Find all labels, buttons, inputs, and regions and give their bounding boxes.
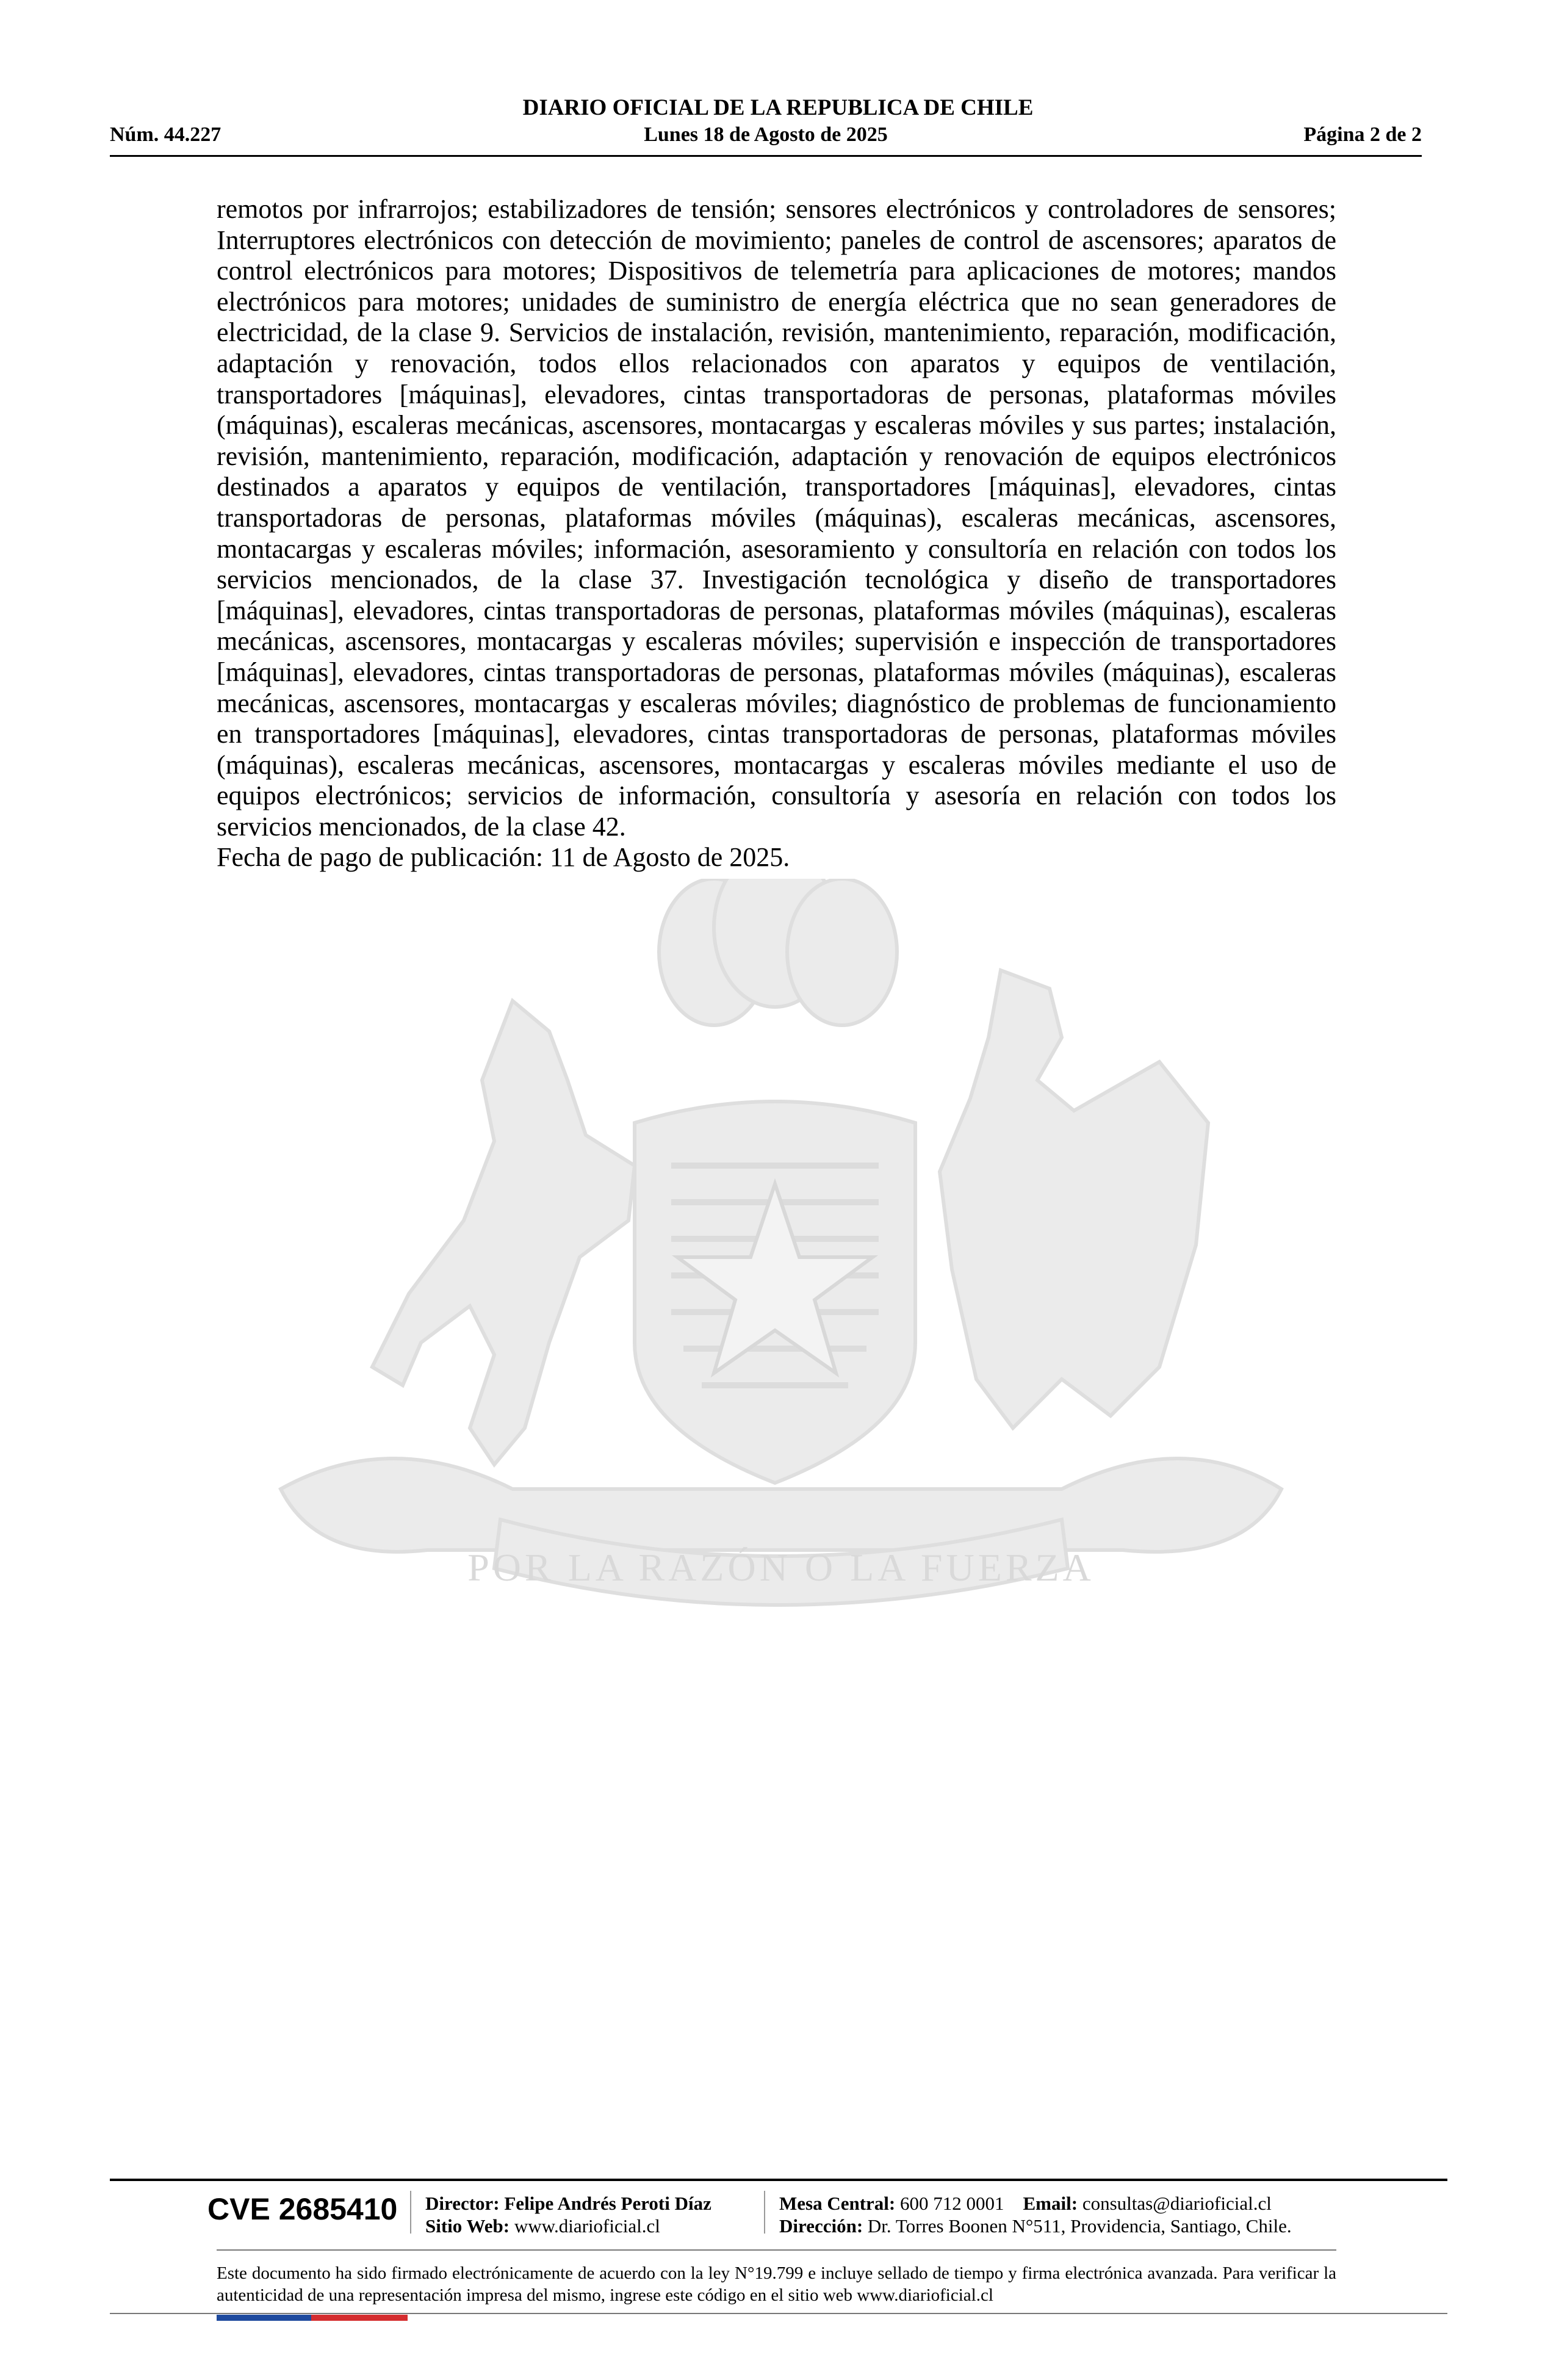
huemul	[372, 1001, 635, 1465]
footer-bottom-divider	[110, 2313, 1447, 2314]
motto-text: POR LA RAZÓN O LA FUERZA	[467, 1546, 1095, 1589]
issue-date: Lunes 18 de Agosto de 2025	[644, 123, 888, 146]
coat-of-arms-watermark	[207, 879, 1342, 1660]
phone-label: Mesa Central:	[779, 2193, 896, 2214]
publication-body	[217, 194, 1336, 873]
footer-separator	[410, 2191, 411, 2234]
page-number: Página 2 de 2	[1303, 123, 1422, 146]
flag-stripe-blue	[217, 2315, 311, 2321]
payment-date: Fecha de pago de publicación: 11 de Agosto de 2025.	[217, 842, 790, 873]
footer-inner-divider	[217, 2249, 1336, 2251]
flag-stripe-red	[311, 2315, 408, 2321]
issue-number: Núm. 44.227	[110, 123, 222, 146]
footer-director-block	[425, 2192, 711, 2237]
footer-divider	[110, 2179, 1447, 2181]
email-link[interactable]: consultas@diarioficial.cl	[1082, 2193, 1272, 2214]
email-label: Email:	[1023, 2193, 1078, 2214]
header-divider	[110, 155, 1422, 157]
signature-notice: Este documento ha sido firmado electrónicamente de acuerdo con la ley N°19.799 e incluye sellado de tiempo y firma electrónica avanzada. Para verificar la autenticidad de una representación impresa del mismo, ingrese este código en el sitio web www.diarioficial.cl	[217, 2263, 1336, 2305]
address: Dr. Torres Boonen N°511, Providencia, Santiago, Chile.	[867, 2215, 1292, 2237]
condor	[940, 970, 1208, 1428]
body-paragraph: remotos por infrarrojos; estabilizadores de tensión; sensores electrónicos y controladores de sensores; Interruptores electrónicos con detección de movimiento; paneles de control de ascensores; aparatos de control electrónicos para motores; Dispositivos de telemetría para aplicaciones de motores; mandos electrónicos para motores; unidades de suministro de energía eléctrica que no sean generadores de electricidad, de la clase 9. Servicios de instalación, revisión, mantenimiento, reparación, modificación, adaptación y renovación, todos ellos relacionados con aparatos y equipos de ventilación, transportadores [máquinas], elevadores, cintas transportadoras de personas, plataformas móviles (máquinas), escaleras mecánicas, ascensores, montacargas y escaleras móviles y sus partes; instalación, revisión, mantenimiento, reparación, modificación, adaptación y renovación de equipos electrónicos destinados a aparatos y equipos de ventilación, transportadores [máquinas], elevadores, cintas transportadoras de personas, plataformas móviles (máquinas), escaleras mecánicas, ascensores, montacargas y escaleras móviles; información, asesoramiento y consultoría en relación con todos los servicios mencionados, de la clase 37. Investigación tecnológica y diseño de transportadores [máquinas], elevadores, cintas transportadoras de personas, plataformas móviles (máquinas), escaleras mecánicas, ascensores, montacargas y escaleras móviles; supervisión e inspección de transportadores [máquinas], elevadores, cintas transportadoras de personas, plataformas móviles (máquinas), escaleras mecánicas, ascensores, montacargas y escaleras móviles; diagnóstico de problemas de funcionamiento en transportadores [máquinas], elevadores, cintas transportadoras de personas, plataformas móviles (máquinas), escaleras mecánicas, ascensores, montacargas y escaleras móviles mediante el uso de equipos electrónicos; servicios de información, consultoría y asesoría en relación con todos los servicios mencionados, de la clase 42.	[217, 194, 1336, 842]
address-label: Dirección:	[779, 2215, 863, 2237]
plume-right	[787, 879, 897, 1025]
director-label: Director:	[425, 2193, 500, 2214]
gazette-title: DIARIO OFICIAL DE LA REPUBLICA DE CHILE	[522, 95, 1034, 120]
footer-contact-block	[779, 2192, 1292, 2237]
cve-code: CVE 2685410	[207, 2192, 398, 2226]
footer-separator	[764, 2191, 765, 2234]
website-link[interactable]: www.diarioficial.cl	[514, 2215, 660, 2237]
director-name: Felipe Andrés Peroti Díaz	[504, 2193, 711, 2214]
website-label: Sitio Web:	[425, 2215, 510, 2237]
phone-number: 600 712 0001	[900, 2193, 1004, 2214]
